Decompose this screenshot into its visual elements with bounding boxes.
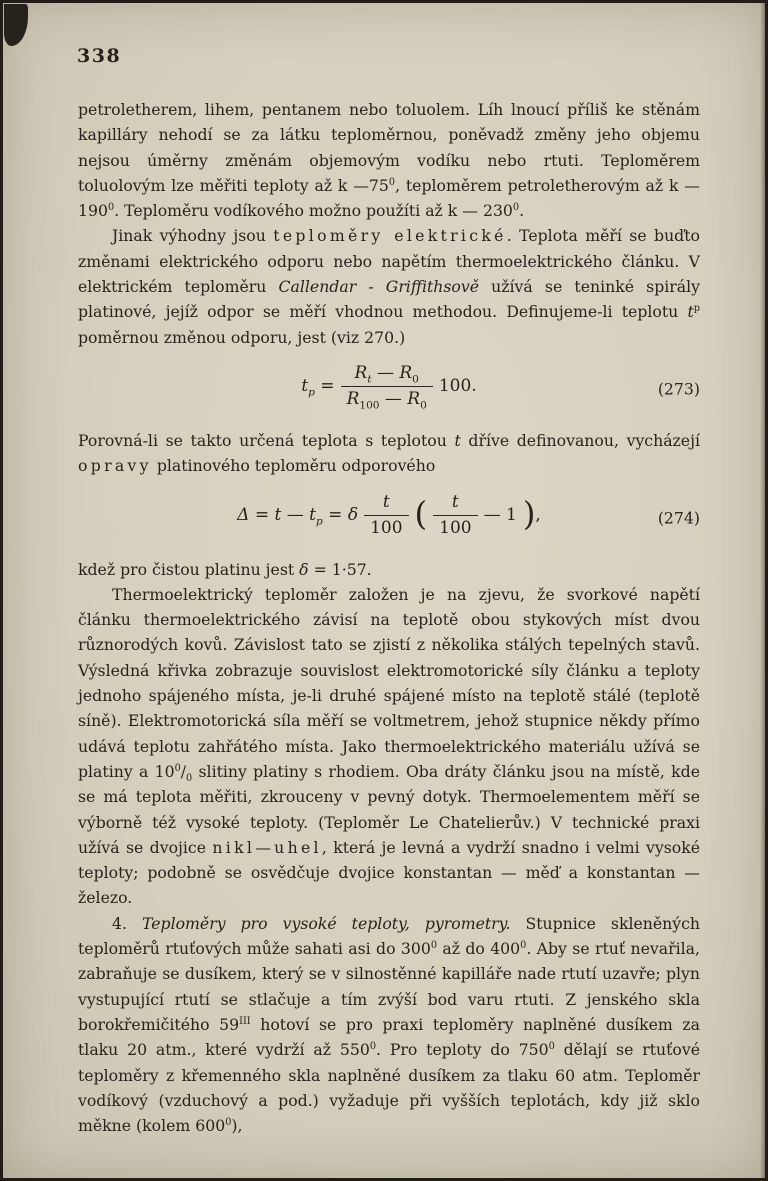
page-number: 338 — [77, 45, 122, 67]
equation-body: $t_p$ = $\frac{R_t — R_0}{R_{100} — R_0}$ 100. — [301, 362, 477, 412]
paragraph-pyrometry: 4. Teploměry pro vysoké teploty, pyrometry. Stupnice skleněných teploměrů rtuťových může sahati asi do $300^0$ až do $400^0$. Aby se rtuť nevařila, zabraňuje se dusíkem, který se v silnostěnné kapilláře nade rtutí uzavře; plyn vystupující rtutí se stlačuje a tím zvýší bod varu rtuti. Z jenského skla borokřemičitého $59^{III}$ hotoví se pro praxi teploměry naplněné dusíkem za tlaku 20 atm., které vydrží až $550^0$. Pro teploty do $750^0$ dělají se rtuťové teploměry z křemenného skla naplněné dusíkem za tlaku 60 atm. Teploměr vodíkový (vzduchový a pod.) vyžaduje při vyšších teplotách, kdy již sklo měkne (kolem $600^0$), — [78, 913, 700, 1136]
equation-274 — [78, 492, 700, 544]
fraction: $\frac{t}{100}$ — [433, 492, 477, 540]
paragraph-platinum-correction: Porovná-li se takto určená teplota s teplotou t dříve definovanou, vycházejí opravy platinového teploměru odporového — [78, 430, 700, 476]
equation-number: (274) — [657, 507, 700, 527]
paragraph-delta-value: kdež pro čistou platinu jest δ = 1·57. — [78, 559, 372, 579]
text-block — [78, 97, 700, 1138]
equation-body: Δ = t — $t_p = \delta$ $\frac{t}{100}$ ( $\frac{t}{100}$ — 1 ), — [237, 491, 541, 538]
fraction: $\frac{R_t — R_0}{R_{100} — R_0}$ — [341, 363, 433, 411]
equation-273 — [78, 363, 700, 415]
scan-corner-artifact — [4, 4, 28, 46]
paragraph-intro: petroletherem, lihem, pentanem nebo toluolem. Líh lnoucí příliš ke stěnám kapilláry nehodí se za látku teploměrnou, poněvadž změny jeho objemu nejsou úměrny změnám objemovým vodíku nebo rtuti. Teploměrem toluolovým lze měřiti teploty až k $—75^0$, teploměrem petroletherovým až k $—190^0$. Teploměru vodíkového možno použíti až k — $230^0$. — [78, 100, 700, 221]
paragraph-thermoelectric: Thermoelektrický teploměr založen je na zjevu, že svorkové napětí článku thermoelektrického závisí na teplotě obou stykových míst dvou různorodých kovů. Závislost tato se zjistí z několika stálých tepelných stavů. Výsledná křivka zobrazuje souvislost elektromotorické síly článku a teploty jednoho spájeného místa, je-li druhé spájené místo na teplotě stálé (teplotě síně). Elektromotorická síla měří se voltmetrem, jehož stupnice někdy přímo udává teplotu zahřátého místa. Jako thermoelektrického materiálu užívá se platiny a $10^0/_0$ slitiny platiny s rhodiem. Oba dráty článku jsou na místě, kde se má teplota měřiti, zkrouceny v pevný dotyk. Thermoelementem měří se výborně též vysoké teploty. (Teploměr Le Chatelierův.) V technické praxi užívá se dvojice nikl—uhel, která je levná a vydrží snadno i velmi vysoké teploty; podobně se osvědčuje dvojice konstantan — měď a konstantan —železo. — [78, 584, 700, 908]
scan-edge-artifact — [760, 3, 765, 1178]
fraction: $\frac{t}{100}$ — [364, 492, 408, 540]
equation-number: (273) — [657, 379, 700, 399]
paragraph-electric-thermometers: Jinak výhodny jsou teploměry elektrické. Teplota měří se buďto změnami elektrického odporu nebo napětím thermoelektrického článku. V elektrickém teploměru Callendar - Griffithsově užívá se teninké spirály platinové, jejíž odpor se měří vhodnou methodou. Definujeme-li teplotu $t^p$ poměrnou změnou odporu, jest (viz 270.) — [78, 226, 700, 347]
